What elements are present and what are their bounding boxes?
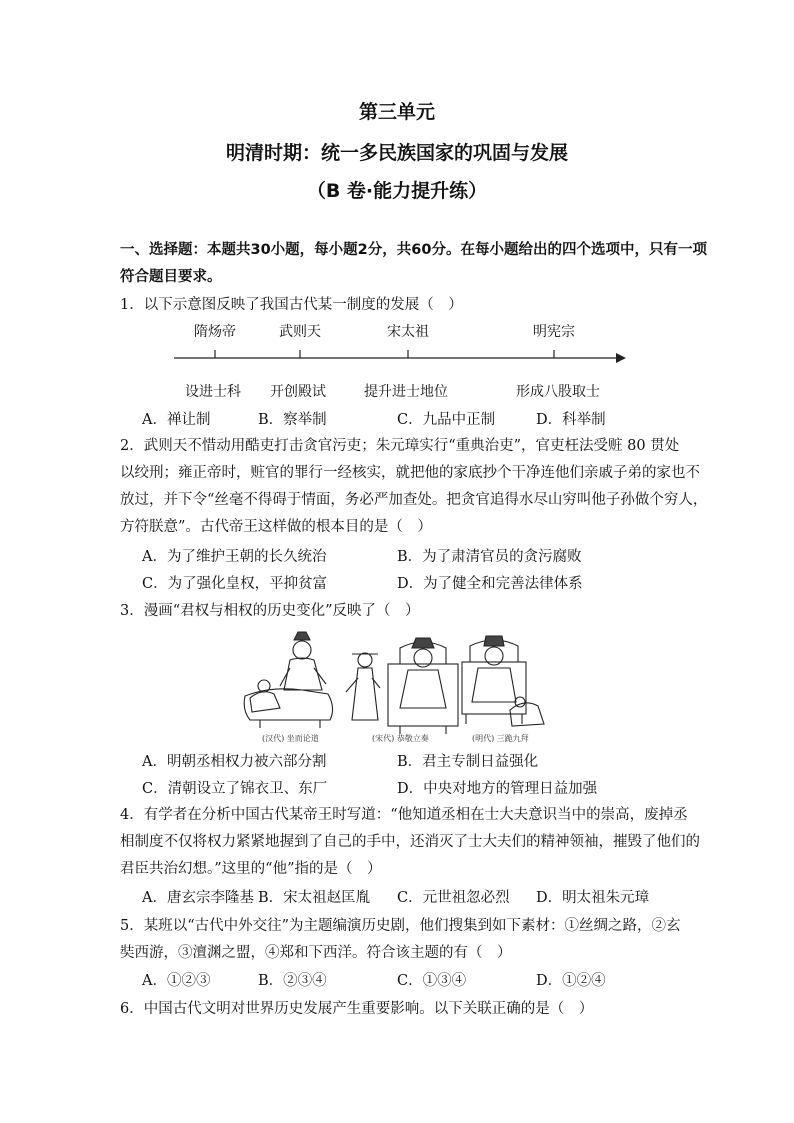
q1-option-c[interactable]: C．九品中正制 xyxy=(397,412,496,428)
q2-line3: 放过，并下令“丝毫不得碍于情面，务必严加查处。把贪官追得水尽山穷叫他子孙做个穷人， xyxy=(120,492,708,508)
q2-option-b[interactable]: B．为了肃清官员的贪污腐败 xyxy=(397,549,582,565)
q5-option-d[interactable]: D．①②④ xyxy=(536,973,606,989)
han-dynasty-scene xyxy=(244,632,332,728)
q2-option-a[interactable]: A．为了维护王朝的长久统治 xyxy=(142,549,327,565)
section-instruction-line2: 符合题目要求。 xyxy=(120,269,222,285)
ming-dynasty-scene xyxy=(462,636,544,726)
q2-option-c[interactable]: C．为了强化皇权，平抑贫富 xyxy=(142,576,328,592)
q1-stem: 1．以下示意图反映了我国古代某一制度的发展（ ） xyxy=(120,297,463,313)
timeline-event-4: 形成八股取士 xyxy=(516,384,600,400)
q2-option-d[interactable]: D．为了健全和完善法律体系 xyxy=(397,576,583,592)
q4-option-a[interactable]: A．唐玄宗李隆基 xyxy=(142,890,254,906)
q3-option-d[interactable]: D．中央对地方的管理日益加强 xyxy=(397,781,598,797)
q5-option-c[interactable]: C．①③④ xyxy=(397,973,467,989)
q1-option-b[interactable]: B．察举制 xyxy=(258,412,327,428)
q4-line2: 相制度不仅将权力紧紧地握到了自己的手中，还消灭了士大夫们的精神领袖，摧毁了他们的 xyxy=(120,834,700,850)
q5-line1: 5．某班以“古代中外交往”为主题编演历史剧，他们搜集到如下素材：①丝绸之路，②玄 xyxy=(120,918,681,934)
q4-line3: 君臣共治幻想。”这里的“他”指的是（ ） xyxy=(120,861,382,877)
q4-line1: 4．有学者在分析中国古代某帝王时写道：“他知道丞相在士大夫意识当中的崇高，废掉丞 xyxy=(120,807,688,823)
q3-caption-ming: (明代) 三跪九拜 xyxy=(472,734,529,743)
q5-option-a[interactable]: A．①②③ xyxy=(142,973,211,989)
q5-option-b[interactable]: B．②③④ xyxy=(258,973,327,989)
unit-heading: 第三单元 xyxy=(358,101,435,123)
q3-cartoon-image xyxy=(240,628,550,746)
q4-option-c[interactable]: C．元世祖忽必烈 xyxy=(397,890,510,906)
q6-stem: 6．中国古代文明对世界历史发展产生重要影响。以下关联正确的是（ ） xyxy=(120,1001,594,1017)
timeline-ruler-1: 隋炀帝 xyxy=(194,324,236,340)
q1-option-d[interactable]: D．科举制 xyxy=(536,412,606,428)
q3-option-c[interactable]: C．清朝设立了锦衣卫、东厂 xyxy=(142,781,328,797)
q3-option-b[interactable]: B．君主专制日益强化 xyxy=(397,754,539,770)
timeline-event-2: 开创殿试 xyxy=(270,384,326,400)
timeline-ruler-2: 武则天 xyxy=(279,324,321,340)
page-title: 明清时期：统一多民族国家的巩固与发展 xyxy=(225,142,568,164)
q3-stem: 3．漫画“君权与相权的历史变化”反映了（ ） xyxy=(120,603,420,619)
timeline-event-3: 提升进士地位 xyxy=(364,384,448,400)
song-dynasty-scene xyxy=(346,638,458,734)
timeline-arrow-head xyxy=(616,353,626,363)
q1-timeline-diagram xyxy=(170,318,630,408)
q3-option-a[interactable]: A．明朝丞相权力被六部分割 xyxy=(142,754,327,770)
timeline-ruler-3: 宋太祖 xyxy=(387,324,429,340)
q4-option-b[interactable]: B．宋太祖赵匡胤 xyxy=(258,890,371,906)
q1-option-a[interactable]: A．禅让制 xyxy=(142,412,211,428)
page-subtitle: （B 卷·能力提升练） xyxy=(306,180,488,202)
q3-caption-song: (宋代) 恭敬立奏 xyxy=(372,734,429,743)
q2-line2: 以绞刑；雍正帝时，赃官的罪行一经核实，就把他的家底抄个干净连他们亲戚子弟的家也不 xyxy=(120,465,700,481)
q3-caption-han: (汉代) 坐而论道 xyxy=(262,734,319,743)
q2-line1: 2．武则天不惜动用酷吏打击贪官污吏；朱元璋实行“重典治吏”，官吏枉法受赃 80 贯处 xyxy=(120,438,680,454)
q4-option-d[interactable]: D．明太祖朱元璋 xyxy=(536,890,650,906)
q5-line2: 奘西游，③澶渊之盟，④郑和下西洋。符合该主题的有（ ） xyxy=(120,945,512,961)
q2-line4: 方符朕意”。古代帝王这样做的根本目的是（ ） xyxy=(120,519,432,535)
timeline-event-1: 设进士科 xyxy=(185,384,241,400)
section-instruction-line1: 一、选择题：本题共30小题，每小题2分，共60分。在每小题给出的四个选项中，只有一项 xyxy=(120,242,707,258)
timeline-ruler-4: 明宪宗 xyxy=(533,324,575,340)
